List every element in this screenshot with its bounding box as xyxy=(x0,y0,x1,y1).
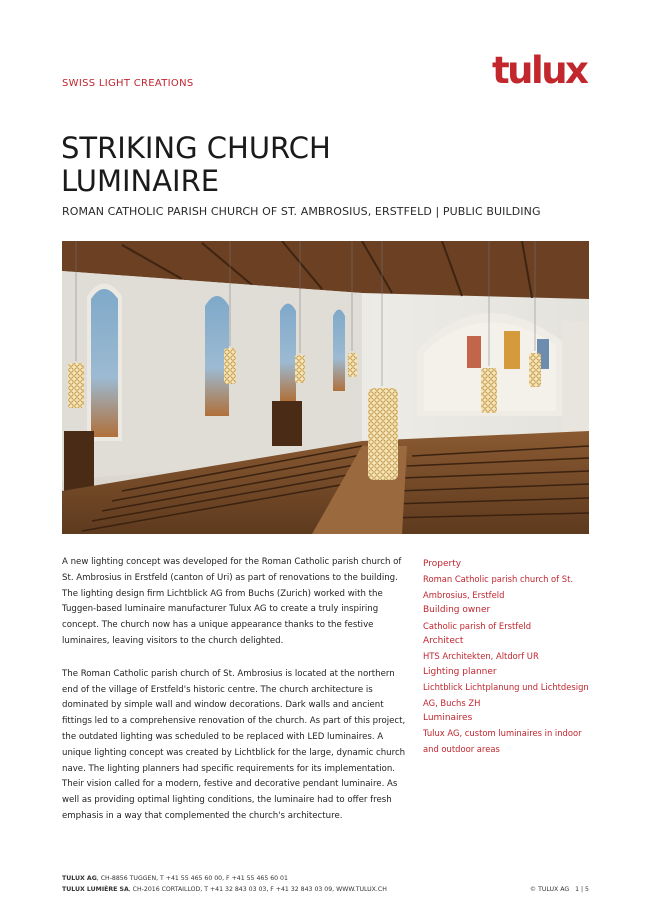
footer-line-2 xyxy=(62,884,589,895)
footer-address-2: , CH-2016 CORTAILLOD, T +41 32 843 03 03, F +41 32 843 03 09, WWW.TULUX.CH xyxy=(128,886,387,893)
fact-value: Roman Catholic parish church of St. Ambrosius, Erstfeld xyxy=(423,574,574,600)
project-facts xyxy=(423,557,593,757)
tulux-logo[interactable]: tulux xyxy=(492,49,587,92)
fact-value: Catholic parish of Erstfeld xyxy=(423,620,532,631)
page-footer xyxy=(62,873,589,895)
page-number: 1 | 5 xyxy=(575,886,589,893)
body-text xyxy=(62,555,412,842)
footer-right xyxy=(530,884,589,895)
body-paragraph-2: The Roman Catholic parish church of St. Ambrosius is located at the northern end of the village of Erstfeld's historic centre. The church architecture is dominated by simple wall and window decorations. Dark walls and ancient fittings led to a comprehensive renovation of the church. As part of this project, the outdated lighting was scheduled to be replaced with LED luminaires. A unique lighting concept was created by Lichtblick for the large, dynamic church nave. The lighting planners had specific requirements for its implementation. Their vision called for a modern, festive and decorative pendant luminaire. As well as providing optimal lighting conditions, the luminaire had to offer fresh emphasis in a way that complemented the church's architecture. xyxy=(62,668,406,821)
fact-value: Lichtblick Lichtplanung und Lichtdesign AG, Buchs ZH xyxy=(423,682,589,708)
tagline: SWISS LIGHT CREATIONS xyxy=(62,78,194,89)
fact-term: Luminaires xyxy=(423,713,473,724)
church-interior-photo xyxy=(62,241,589,534)
fact-value: HTS Architekten, Altdorf UR xyxy=(423,651,539,662)
copyright: © TULUX AG xyxy=(529,886,570,893)
page-subtitle: ROMAN CATHOLIC PARISH CHURCH OF ST. AMBROSIUS, ERSTFELD | PUBLIC BUILDING xyxy=(62,205,541,218)
page-title: STRIKING CHURCH LUMINAIRE xyxy=(61,131,331,198)
fact-term: Architect xyxy=(423,636,464,647)
fact-value: Tulux AG, custom luminaires in indoor and outdoor areas xyxy=(423,728,582,754)
body-paragraph-1: A new lighting concept was developed for the Roman Catholic parish church of St. Ambrosius in Erstfeld (canton of Uri) as part of renovations to the building. The lighting design firm Lichtblick AG from Buchs (Zurich) worked with the Tuggen-based luminaire manufacturer Tulux AG to create a truly inspiring concept. The church now has a unique appearance thanks to the festive luminaires, leaving visitors to the church delighted. xyxy=(62,557,402,646)
footer-company-2: TULUX LUMIÈRE SA xyxy=(62,886,129,893)
footer-address-1: , CH-8856 TUGGEN, T +41 55 465 60 00, F +41 55 465 60 01 xyxy=(96,875,288,882)
fact-term: Property xyxy=(423,559,462,569)
footer-company-1: TULUX AG xyxy=(62,875,97,882)
fact-term: Lighting planner xyxy=(423,666,497,677)
fact-term: Building owner xyxy=(423,605,491,616)
footer-line-1 xyxy=(62,873,589,884)
